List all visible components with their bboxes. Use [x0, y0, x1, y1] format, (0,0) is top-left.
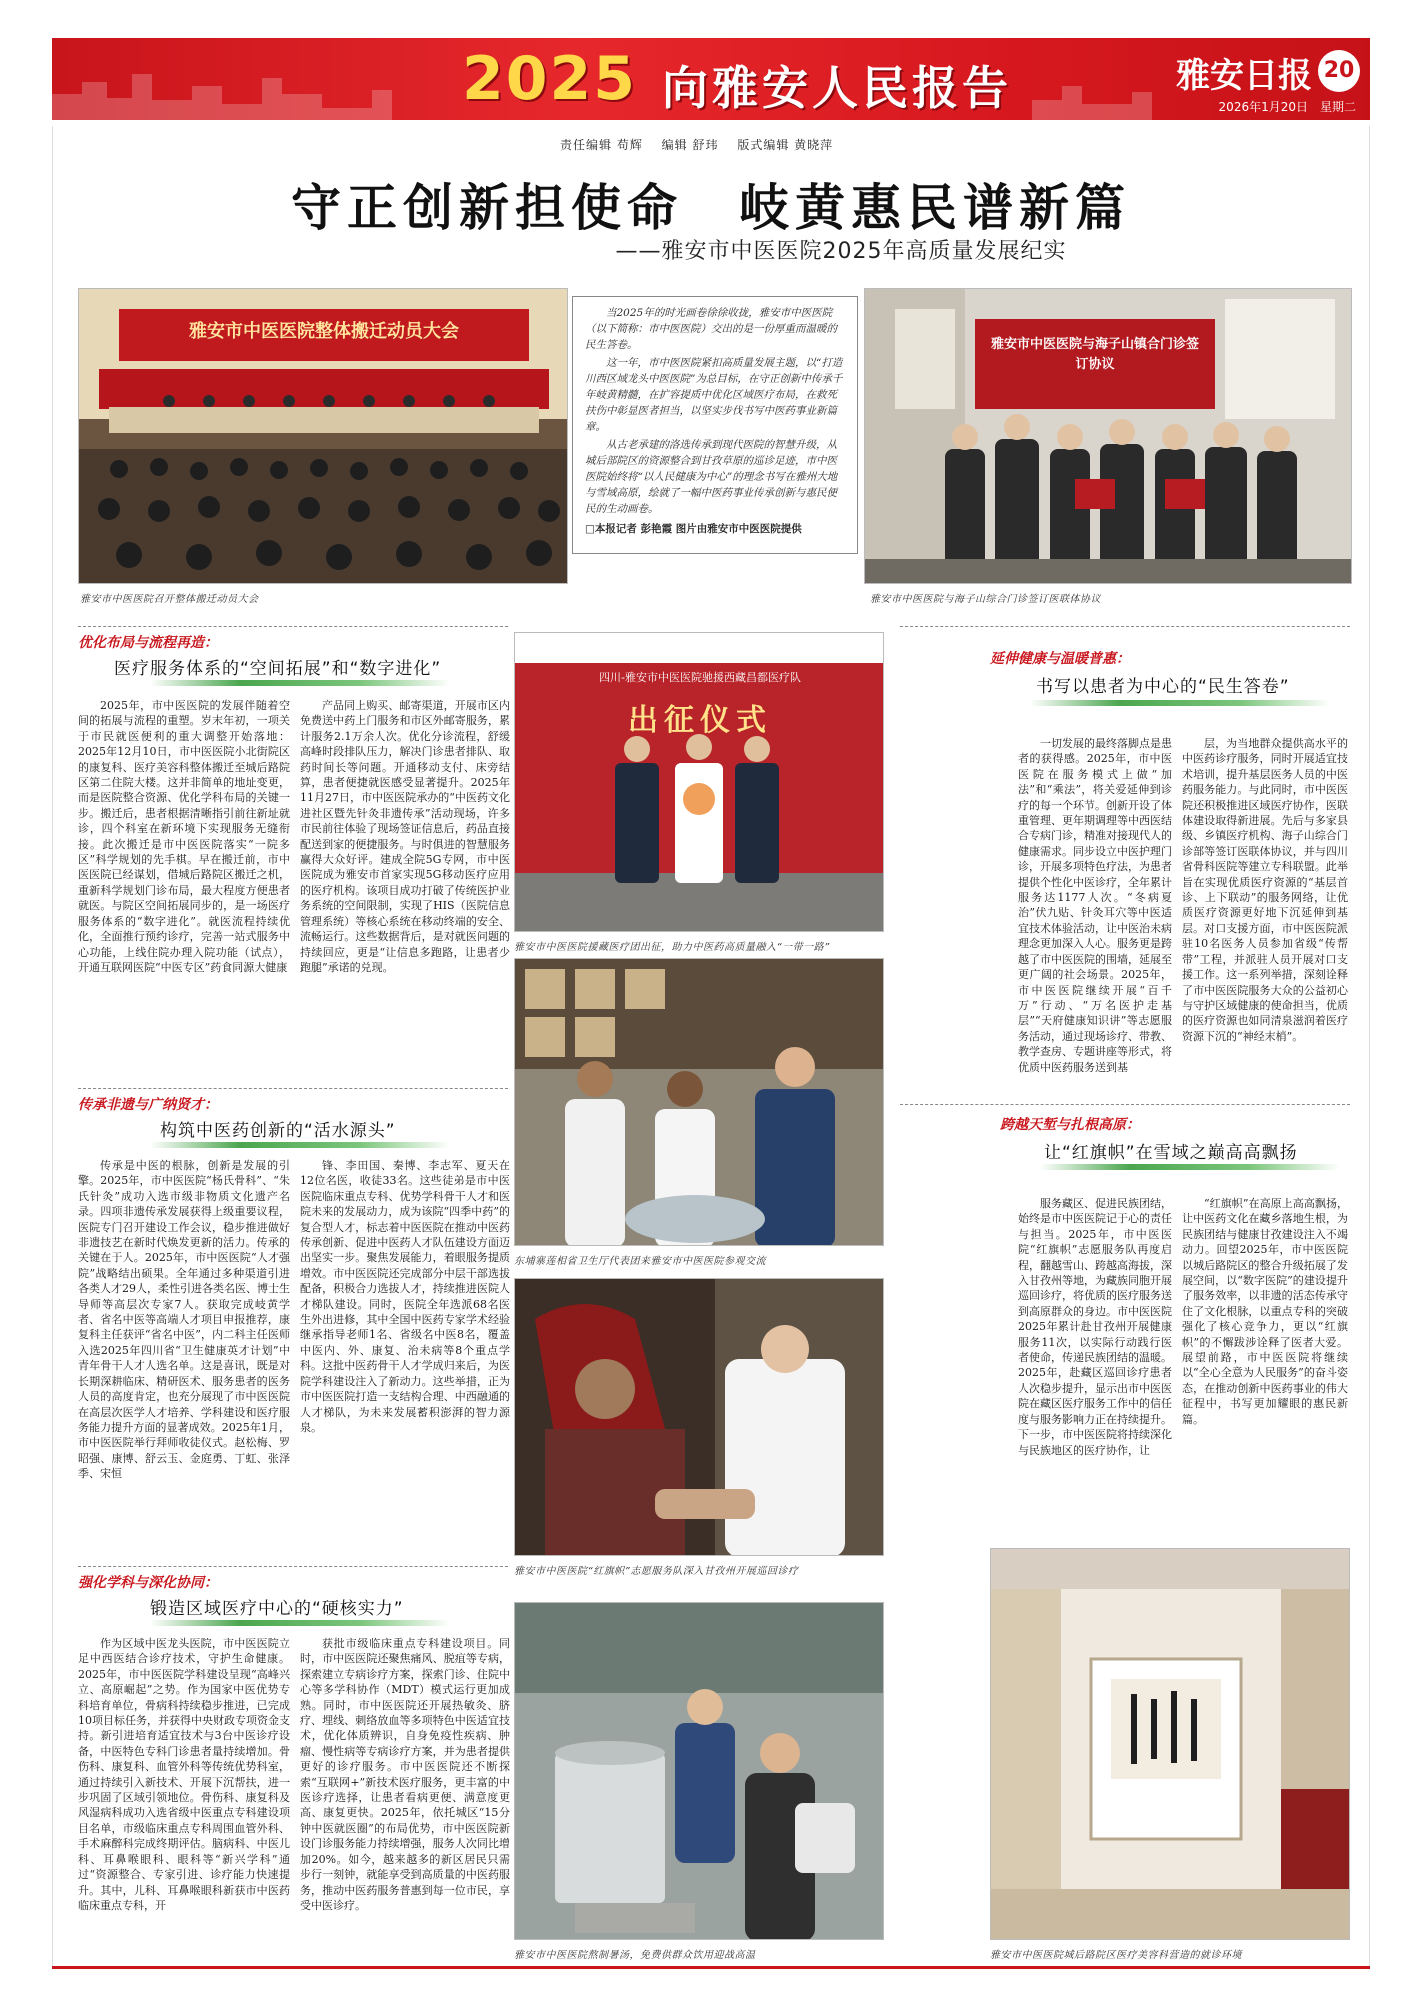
- page-number-badge: 20: [1318, 50, 1360, 92]
- intro-paragraph-3: 从古老承建的洛选传承到现代医院的智慧升级，从城后部院区的资源整合到甘孜草原的巡诊足迹，市中医医院始终将“以人民健康为中心”的理念书写在雅州大地与雪域高原，绘就了一幅中医药事业传承创新与惠民便民的生动画卷。: [585, 439, 838, 515]
- section-5-column-1: [1018, 1196, 1172, 1536]
- photo-3-caption: 雅安市中医医院援藏医疗团出征，助力中医药高质量融入“一带一路”: [514, 942, 830, 953]
- section-3-text-1: 作为区域中医龙头医院，市中医医院立足中西医结合诊疗技术，守护生命健康。2025年，市中医医院学科建设呈现“高峰兴立、高原崛起”之势。作为国家中医优势专科培育单位，骨病科持续稳步推进，已完成10项目标任务，并获得中央财政专项资金支持。新引进培育适宜技术与3台中医诊疗设备，中医特色专科门诊患者量持续增加。骨伤科、康复科、血管外科等传统优势科室，通过持续引入新技术、开展下沉帮扶，进一步巩固了区域引领地位。骨伤科、康复科及风湿病科成功入选省级中医重点专科建设项目名单，市级临床重点专科周围血管外科、手术麻醉科完成终期评估。脑病科、中医儿科、耳鼻喉眼科、眼科等“新兴学科”通过“资源整合、专家引进、诊疗能力快速提升。其中，儿科、耳鼻喉眼科新获市中医药临床重点专科，开: [78, 1637, 290, 1912]
- section-4-swoosh: [1030, 700, 1330, 706]
- section-4-title: 书写以患者为中心的“民生答卷”: [1036, 677, 1290, 697]
- section-2-divider: [78, 1088, 508, 1089]
- layout-editor: 版式编辑 黄晓萍: [737, 138, 834, 152]
- photo-2-caption: 雅安市中医医院与海子山综合门诊签订医联体协议: [870, 594, 1101, 605]
- section-5-divider: [900, 1104, 1350, 1105]
- herbal-drink-image: [515, 1603, 884, 1940]
- photo-signing-ceremony: [864, 288, 1352, 584]
- section-5-tag: 跨越天堑与扎根高原：: [1000, 1117, 1140, 1133]
- section-4-divider: [900, 626, 1350, 627]
- section-1-column-1: [78, 698, 290, 1080]
- section-4-column-1: [1018, 736, 1172, 1116]
- expedition-backdrop-line: 四川-雅安市中医医院驰援西藏昌都医疗队: [599, 671, 801, 684]
- photo-5-caption: 雅安市中医医院“红旗帜”志愿服务队深入甘孜州开展巡回诊疗: [514, 1566, 799, 1577]
- section-2-column-1: [78, 1158, 290, 1558]
- responsible-editor: 责任编辑 苟辉: [560, 138, 643, 152]
- section-4-text-1: 一切发展的最终落脚点是患者的获得感。2025年，市中医医院在服务模式上做“加法”和“乘法”，将关爱延伸到诊疗的每一个环节。创新开设了体重管理、更年期调理等中西医结合专病门诊，精准对接现代人的健康需求。同步设立中医护理门诊，开展多项特色疗法，为患者提供个性化中医诊疗，全年累计服务达1177人次。“冬病夏治”伏九贴、针灸耳穴等中医适宜技术体验活动，让中医治未病理念更加深入人心。服务更是跨越了市中医医院的围墙，延展至更广阔的社会场景。2025年，市中医医院继续开展“百千万”行动、“万名医护走基层”“天府健康知识讲”等志愿服务活动，通过现场诊疗、带教、教学查房、专题讲座等形式，将优质中医药服务送到基: [1018, 737, 1172, 1074]
- banner-year: 2025: [462, 44, 637, 114]
- delegation-image: [515, 959, 884, 1246]
- editors-line: [560, 136, 847, 153]
- intro-paragraph-1: 当2025年的时光画卷徐徐收拢，雅安市中医医院（以下简称：市中医医院）交出的是一份厚重而温暖的民生答卷。: [585, 307, 837, 351]
- section-2-column-2: [300, 1158, 510, 1558]
- photo-6-caption: 雅安市中医医院熬制暑汤，免费供群众饮用迎战高温: [514, 1950, 756, 1961]
- photo-mobilization-meeting: [78, 288, 568, 584]
- section-3-divider: [78, 1566, 508, 1567]
- section-3-column-2: [300, 1636, 510, 1956]
- photo-volunteer-clinic: [514, 1278, 884, 1556]
- intro-paragraph-2: 这一年，市中医医院紧扣高质量发展主题，以“打造川西区域龙头中医医院”为总目标，在守正创新中传承千年岐黄精髓，在扩容提质中优化区域医疗布局，在救死扶伤中彰显医者担当，以坚实步伐书写中医药事业新篇章。: [585, 357, 843, 433]
- newspaper-logo: 雅安日报: [1176, 56, 1312, 96]
- section-1-title: 医疗服务体系的“空间拓展”和“数字进化”: [114, 659, 442, 679]
- section-1-column-2: [300, 698, 510, 1080]
- section-3-text-2: 获批市级临床重点专科建设项目。同时，市中医医院还聚焦痛风、脱疽等专病，探索建立专病诊疗方案，探索门诊、住院中心等多学科协作（MDT）模式运行更加成熟。同时，市中医医院还开展热敏灸、脐疗、埋线、刺络放血等多项特色中医适宜技术，优化体质辨识，自身免疫性疾病、肿瘤、慢性病等专病诊疗方案，并为患者提供更好的诊疗服务。市中医医院还不断探索“互联网+”新技术医疗服务，更丰富的中医诊疗选择，让患者看病更便、满意度更高、康复更快。2025年，依托城区“15分钟中医就医圈”的布局优势，市中医医院新设门诊服务能力持续增强，服务人次同比增加20%。如今，越来越多的新区居民只需步行一刻钟，就能享受到高质量的中医药服务，推动中医药服务普惠到每一位市民，享受中医诊疗。: [300, 1637, 510, 1912]
- section-1-swoosh: [150, 680, 450, 686]
- section-2-swoosh: [150, 1142, 450, 1148]
- section-5-column-2: [1182, 1196, 1348, 1536]
- intro-byline: □本报记者 彭艳霞 图片由雅安市中医医院提供: [585, 523, 802, 535]
- section-3-title: 锻造区域医疗中心的“硬核实力”: [150, 1599, 404, 1619]
- section-1-tag: 优化布局与流程再造：: [78, 635, 218, 651]
- photo-4-caption: 东埔寨莲相省卫生厅代表团来雅安市中医医院参观交流: [514, 1256, 766, 1267]
- photo-1-caption: 雅安市中医医院召开整体搬迁动员大会: [80, 594, 259, 605]
- section-2-tag: 传承非遗与广纳贤才：: [78, 1097, 218, 1113]
- section-5-title: 让“红旗帜”在雪域之巅高高飘扬: [1044, 1143, 1298, 1163]
- section-4-text-2: 层，为当地群众提供高水平的中医药诊疗服务，同时开展适宜技术培训，提升基层医务人员的中医药服务能力。与此同时，市中医医院还积极推进区域医疗协作，医联体建设取得新进展。先后与多家县级、乡镇医疗机构、海子山综合门诊部等签订医联体协议，并与四川省骨科医院等建立专科联盟。此举旨在实现优质医疗资源的“基层首诊、上下联动”的服务网络，让优质医疗资源更好地下沉延伸到基层。对口支援方面，市中医医院派驻10名医务人员参加省级“传帮带”工程，并派驻人员开展对口支援工作。这一系列举措，深刻诠释了市中医医院服务大众的公益初心与守护区域健康的使命担当，优质的医疗资源也如同清泉滋润着医疗资源下沉的“神经末梢”。: [1182, 737, 1348, 1043]
- section-5-text-2: “红旗帜”在高原上高高飘扬，让中医药文化在藏乡落地生根，为民族团结与健康甘孜建设注入不竭动力。回望2025年，市中医医院以城后路院区的整合升级拓展了发展空间，以“数字医院”的建设提升了服务效率，以非遗的活态传承守住了文化根脉，以重点专科的突破强化了核心竞争力，更以“红旗帜”的不懈跋涉诠释了医者大爱。展望前路，市中医医院将继续以“全心全意为人民服务”的奋斗姿态，在推动创新中医药事业的伟大征程中，书写更加耀眼的惠民新篇。: [1182, 1197, 1348, 1426]
- section-3-column-1: [78, 1636, 290, 1956]
- signing-backdrop-text: 雅安市中医医院与海子山镇合门诊签订协议: [990, 337, 1199, 372]
- editor: 编辑 舒玮: [661, 138, 719, 152]
- section-2-text-2: 锋、李田国、秦博、李志军、夏天在12位名医，收徒33名。这些徒弟是市中医医院临床重点专科、优势学科骨干人才和医院未来的发展动力，成为该院“四季中药”的复合型人才，标志着中医医院在推动中医药传承创新、促进中医药人才队伍建设方面迈出坚实一步。聚焦发展能力，着眼服务提质增效。市中医医院还完成部分中层干部选拔配备，积极合力选拔人才，持续推进医院人才梯队建设。同时，医院全年选派68名医生外出进修，其中全国中医药专家学术经验继承指导老师1名、省级名中医8名，覆盖中医内、外、康复、治未病等8个重点学科。这批中医药骨干人才学成归来后，为医院学科建设注入了新动力。这些举措，正为市中医医院打造一支结构合理、中西融通的人才梯队，为未来发展蓄积澎湃的智力源泉。: [300, 1159, 510, 1434]
- issue-date: 2026年1月20日 星期二: [1218, 100, 1356, 114]
- photo-herbal-drink: [514, 1602, 884, 1940]
- footer-rule: [52, 1966, 1370, 1969]
- section-1-text-2: 产品同上购买、邮寄渠道，开展市区内免费送中药上门服务和市区外邮寄服务，累计服务2.1万余人次。优化分诊流程，舒缓高峰时段排队压力，解决门诊患者排队、取药时间长等问题。开通移动支付、床旁结算，患者便捷就医感受显著提升。2025年11月27日，市中医医院承办的“中医药文化进社区暨先针灸非遗传承”活动现场，许多市民前往体验了现场签证信息后，药品直接配送到家的便捷服务。与时俱进的智慧服务赢得大众好评。建成全院5G专网，市中医医院成为雅安市首家实现5G移动医疗应用的医疗机构。该项目成功打破了传统医护业务系统的空间限制，实现了HIS（医院信息管理系统）等核心系统在移动终端的安全、流畅运行。这些数据背后，是对就医问题的持续回应，更是“让信息多跑路，让患者少跑腿”承诺的兑现。: [300, 699, 510, 974]
- section-3-tag: 强化学科与深化协同：: [78, 1575, 218, 1591]
- banner-slogan: 向雅安人民报告: [662, 61, 1012, 115]
- clinic-interior-image: [991, 1549, 1350, 1940]
- section-1-text-1: 2025年，市中医医院的发展伴随着空间的拓展与流程的重塑。岁末年初，一项关于市民就医便利的重大调整开始落地：2025年12月10日，市中医医院小北街院区的康复科、医疗美容科整体搬迁至城后路院区第二住院大楼。这并非简单的地址变更，而是医院整合资源、优化学科布局的关键一步。搬迁后，患者根据清晰指引前往新址就诊，四个科室在新环境下实现服务无缝衔接。此次搬迁是市中医医院落实“一院多区”科学规划的先手棋。早在搬迁前，市中医医院已经谋划，借城后路院区搬迁之机，重新科学规划门诊布局，最大程度方便患者就医。与院区空间拓展同步的，是一场医疗服务体系的“数字进化”。就医流程持续优化，全面推行预约诊疗，完善一站式服务中心功能，上线住院办理入院功能（试点），开通互联网医院“中医专区”药食同源大健康: [78, 699, 290, 974]
- photo-expedition-ceremony: [514, 632, 884, 932]
- main-headline: 守正创新担使命 岐黄惠民谱新篇: [291, 179, 1131, 237]
- section-4-column-2: [1182, 736, 1348, 1116]
- meeting-banner-text: 雅安市中医医院整体搬迁动员大会: [189, 321, 459, 342]
- section-5-text-1: 服务藏区、促进民族团结，始终是市中医医院记于心的责任与担当。2025年，市中医医院“红旗帜”志愿服务队再度启程，翻越雪山、跨越高海拔，深入甘孜州等地，为藏族同胞开展巡回诊疗，将优质的医疗服务送到高原群众的身边。市中医医院2025年累计赴甘孜州开展健康服务11次，以实际行动践行医者使命，传递民族团结的温暖。2025年，赴藏区巡回诊疗患者人次稳步提升，显示出市中医医院在藏区医疗服务工作中的信任度与服务影响力正在持续提升。下一步，市中医医院将持续深化与民族地区的医疗协作，让: [1018, 1197, 1172, 1457]
- signing-group-image: [865, 289, 1352, 584]
- volunteer-image: [515, 1279, 884, 1556]
- section-2-text-1: 传承是中医的根脉，创新是发展的引擎。2025年，市中医医院“杨氏骨科”、“朱氏针灸”成功入选市级非物质文化遗产名录。四项非遗传承发展获得上级重要议程，医院专门召开建设工作会议，稳步推进做好非遗技艺在新时代焕发更新的活力。传承的关键在于人。2025年，市中医医院“人才强院”战略结出硕果。全年通过多种渠道引进各类人才29人，柔性引进各类名医、博士生导师等高层次专家7人。获取完成岐黄学者、省名中医等高端人才项目申报推荐，康复科主任获评“省名中医”，内二科主任医师入选2025年四川省“卫生健康英才计划”中青年骨干人才人选名单。这是喜讯，既是对长期深耕临床、精研医术、服务患者的医务人员的高度肯定，也充分展现了市中医医院在高层次医学人才培养、学科建设和医疗服务能力提升方面的显著成效。2025年1月，市中医医院举行拜师收徒仪式。赵松梅、罗昭强、康博、舒云玉、金庭勇、丁虹、张泽季、宋恒: [78, 1159, 290, 1481]
- section-5-swoosh: [1040, 1164, 1340, 1170]
- masthead-banner: [52, 38, 1370, 120]
- photo-clinic-environment: [990, 1548, 1350, 1940]
- section-2-title: 构筑中医药创新的“活水源头”: [160, 1121, 396, 1141]
- section-3-swoosh: [150, 1620, 450, 1626]
- expedition-backdrop-title: 出征仪式: [628, 703, 772, 738]
- photo-7-caption: 雅安市中医医院城后路院区医疗美容科营造的就诊环境: [990, 1950, 1242, 1961]
- section-1-divider: [78, 626, 508, 627]
- section-4-tag: 延伸健康与温暖普惠：: [990, 651, 1130, 667]
- photo-delegation-visit: [514, 958, 884, 1246]
- sub-headline: ——雅安市中医医院2025年高质量发展纪实: [615, 239, 1067, 264]
- intro-box: [572, 296, 858, 554]
